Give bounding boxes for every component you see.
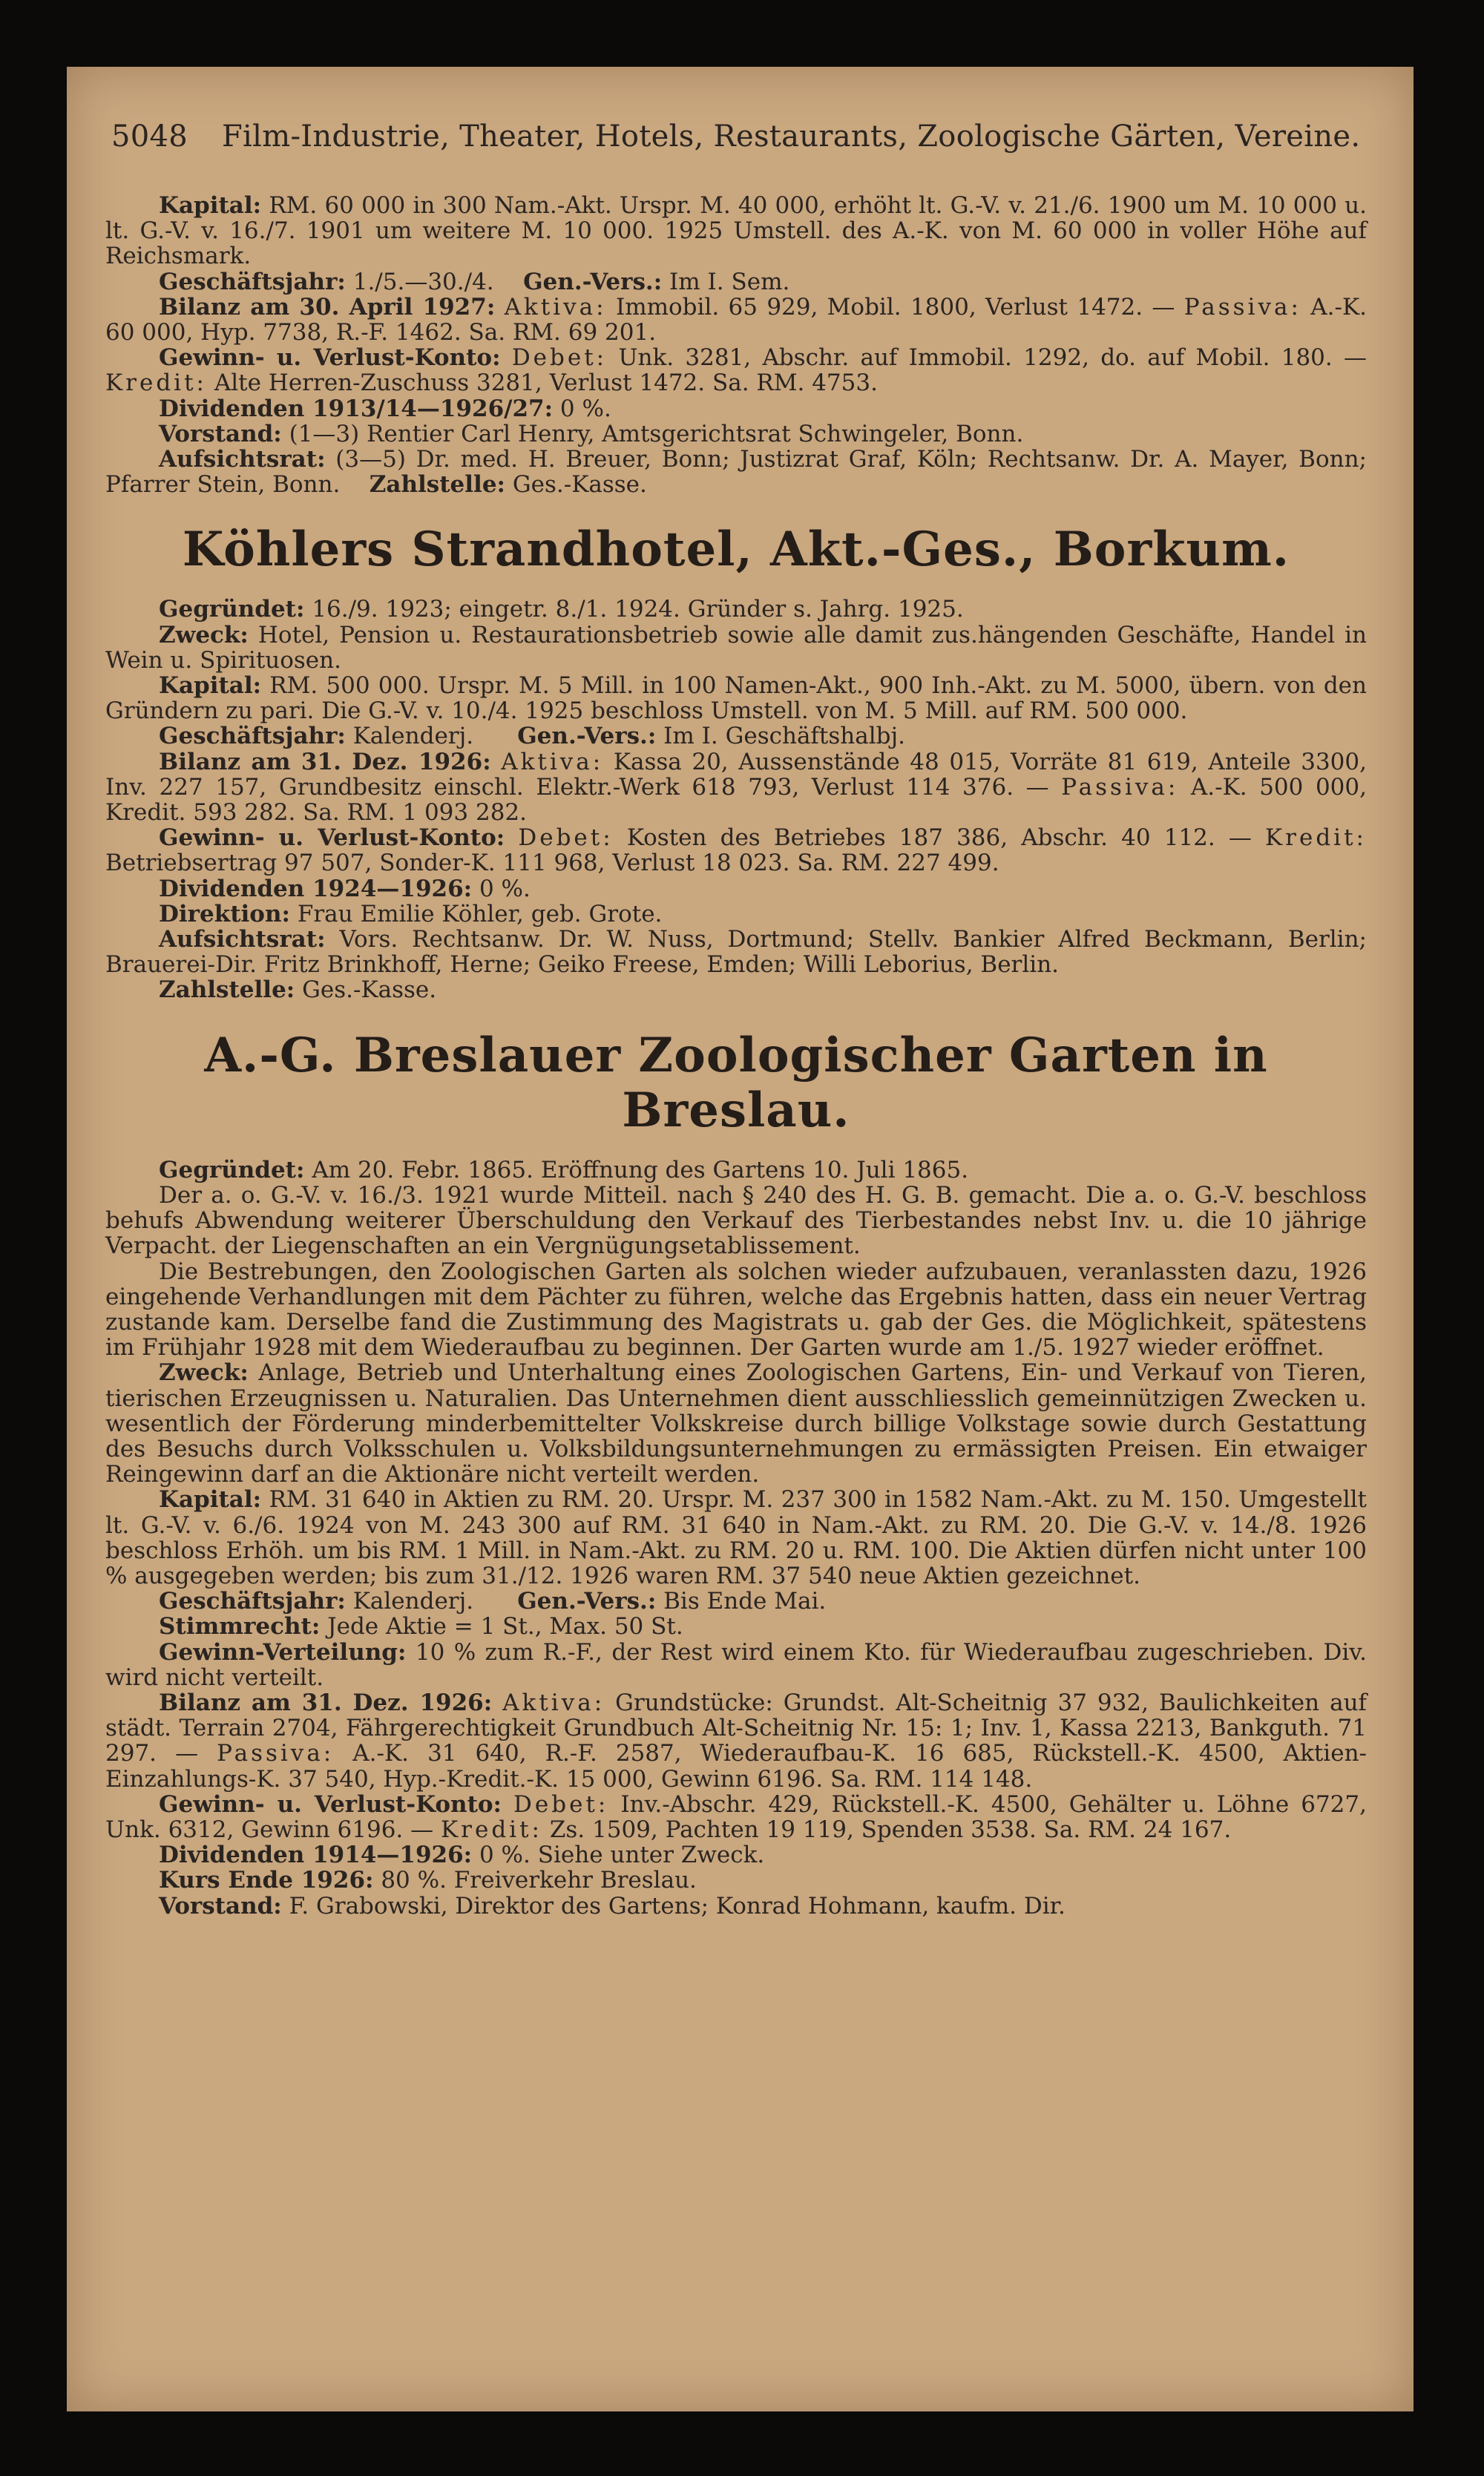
scanned-page xyxy=(67,67,1414,2411)
aufsichtsrat-label: Aufsichtsrat: xyxy=(159,926,326,953)
stimmrecht-label: Stimmrecht: xyxy=(159,1613,321,1641)
aufsichtsrat-text: Vors. Rechtsanw. Dr. W. Nuss, Dortmund; Stellv. Bankier Alfred Beckmann, Berlin; Brauerei-Dir. Fritz Brinkhoff, Herne; Geiko Freese, Emden; Willi Leborius, Berlin. xyxy=(105,926,1368,979)
kapital-label: Kapital: xyxy=(159,672,262,700)
geschaeftsjahr-text: Kalenderj. xyxy=(352,1588,474,1615)
zweck-label: Zweck: xyxy=(159,1359,249,1387)
debet-label: Debet: xyxy=(511,344,608,372)
passiva-text: A.-K. 31 640, R.-F. 2587, Wiederaufbau-K. 16 685, Rückstell.-K. 4500, Aktien-Einzahlungs-K. 37 540, Hyp.-Kredit.-K. 15 000, Gewinn 6196. Sa. RM. 114 148. xyxy=(105,1740,1368,1793)
guv-label: Gewinn- u. Verlust-Konto: xyxy=(159,824,505,852)
aufsichtsrat-paragraph xyxy=(105,927,1367,977)
entry-continued xyxy=(105,193,1367,497)
zweck-label: Zweck: xyxy=(159,621,249,648)
page-number: 5048 xyxy=(111,119,188,154)
zweck-paragraph xyxy=(105,623,1367,673)
bilanz-paragraph xyxy=(105,749,1367,826)
aufsichtsrat-label: Aufsichtsrat: xyxy=(159,446,326,473)
kurs-label: Kurs Ende 1926: xyxy=(159,1867,374,1894)
gen-vers-text: Im I. Geschäftshalbj. xyxy=(663,723,905,750)
dividenden-label: Dividenden 1913/14—1926/27: xyxy=(159,395,554,422)
kredit-label: Kredit: xyxy=(105,370,207,397)
running-header xyxy=(111,119,1373,154)
debet-text: Inv.-Abschr. 429, Rückstell.-K. 4500, Gehälter u. Löhne 6727, Unk. 6312, Gewinn 6196. — xyxy=(105,1790,1367,1843)
vorstand-label: Vorstand: xyxy=(159,1892,282,1920)
bilanz-label: Bilanz am 31. Dez. 1926: xyxy=(159,1689,493,1716)
gewinnverteilung-paragraph xyxy=(105,1640,1367,1690)
vorstand-paragraph xyxy=(105,421,1367,447)
debet-text: Unk. 3281, Abschr. auf Immobil. 1292, do. auf Mobil. 180. — xyxy=(618,344,1368,372)
bilanz-paragraph xyxy=(105,1690,1367,1792)
kapital-text: RM. 31 640 in Aktien zu RM. 20. Urspr. M. 237 300 in 1582 Nam.-Akt. zu M. 150. Umgestellt lt. G.-V. v. 6./6. 1924 von M. 243 300 auf RM. 31 640 in Nam.-Akt. zu RM. 20. Die G.-V. v. 14./8. 1926 beschloss Erhöh. um bis RM. 1 Mill. in Nam.-Akt. zu RM. 20 u. RM. 100. Die Aktien dürfen nicht unter 100 % ausgegeben werden; bis zum 31./12. 1926 waren RM. 37 540 neue Aktien gezeichnet. xyxy=(105,1486,1368,1589)
running-title: Film-Industrie, Theater, Hotels, Restaurants, Zoologische Gärten, Vereine. xyxy=(222,119,1361,154)
kredit-text: Alte Herren-Zuschuss 3281, Verlust 1472. Sa. RM. 4753. xyxy=(214,370,878,397)
geschaeftsjahr-label: Geschäftsjahr: xyxy=(159,1588,346,1615)
bilanz-label: Bilanz am 31. Dez. 1926: xyxy=(159,748,491,775)
gen-vers-text: Im I. Sem. xyxy=(669,268,790,295)
kurs-paragraph xyxy=(105,1868,1367,1893)
entry-breslauer-zoo xyxy=(105,1028,1367,1919)
zahlstelle-text: Ges.-Kasse. xyxy=(302,976,437,1004)
kapital-text: RM. 60 000 in 300 Nam.-Akt. Urspr. M. 40 000, erhöht lt. G.-V. v. 21./6. 1900 um M. 10 000 u. lt. G.-V. v. 16./7. 1901 um weitere M. 10 000. 1925 Umstell. des A.-K. von M. 60 000 in voller Höhe auf Reichsmark. xyxy=(105,192,1367,270)
kredit-label: Kredit: xyxy=(1265,824,1367,852)
dividenden-paragraph xyxy=(105,396,1367,421)
aufsichtsrat-text: (3—5) Dr. med. H. Breuer, Bonn; Justizrat Graf, Köln; Rechtsanw. Dr. A. Mayer, Bonn; Pfarrer Stein, Bonn. xyxy=(105,446,1367,499)
vorstand-label: Vorstand: xyxy=(159,420,282,447)
passiva-text: A.-K. 60 000, Hyp. 7738, R.-F. 1462. Sa. RM. 69 201. xyxy=(105,293,1367,347)
dividenden-text: 0 %. Siehe unter Zweck. xyxy=(479,1842,765,1869)
gewinnverteilung-text: 10 % zum R.-F., der Rest wird einem Kto. für Wiederaufbau zugeschrieben. Div. wird nicht verteilt. xyxy=(105,1638,1367,1691)
zweck-paragraph xyxy=(105,1360,1367,1487)
gegruendet-label: Gegründet: xyxy=(159,596,305,623)
passiva-text: A.-K. 500 000, Kredit. 593 282. Sa. RM. 1 093 282. xyxy=(105,773,1367,827)
passiva-label: Passiva: xyxy=(1061,773,1179,801)
guv-paragraph xyxy=(105,825,1367,876)
direktion-text: Frau Emilie Köhler, geb. Grote. xyxy=(297,900,663,927)
aufsichtsrat-paragraph xyxy=(105,447,1367,497)
zahlstelle-paragraph xyxy=(105,977,1367,1002)
kredit-label: Kredit: xyxy=(441,1816,542,1843)
zweck-text: Anlage, Betrieb und Unterhaltung eines Zoologischen Gartens, Ein- und Verkauf von Tieren, tierischen Erzeugnissen u. Naturalien. Das Unternehmen dient ausschliesslich gemeinnützigen Zwecken u. wesentlich der Förderung minderbemittelter Volkskreise durch billige Volkstage sowie durch Gestattung des Besuchs durch Volksschulen u. Volksbildungsunternehmungen zu ermässigten Preisen. Ein etwaiger Reingewinn darf an die Aktionäre nicht verteilt werden. xyxy=(105,1359,1367,1488)
gen-vers-text: Bis Ende Mai. xyxy=(663,1588,827,1615)
gewinnverteilung-label: Gewinn-Verteilung: xyxy=(159,1638,407,1666)
aktiva-text: Kassa 20, Aussenstände 48 015, Vorräte 81 619, Anteile 3300, Inv. 227 157, Grundbesitz einschl. Elektr.-Werk 618 793, Verlust 114 376. — xyxy=(105,748,1367,801)
geschaeftsjahr-label: Geschäftsjahr: xyxy=(159,723,346,750)
bilanz-paragraph xyxy=(105,295,1367,345)
dividenden-paragraph xyxy=(105,876,1367,902)
page-content xyxy=(105,193,1367,1919)
dividenden-label: Dividenden 1924—1926: xyxy=(159,875,473,902)
aktiva-text: Grundstücke: Grundst. Alt-Scheitnig 37 932, Baulichkeiten auf städt. Terrain 2704, Fährgerechtigkeit Grundbuch Alt-Scheitnig Nr. 15: 1; Inv. 1, Kassa 2213, Bankguth. 71 297. — xyxy=(105,1689,1368,1767)
passiva-label: Passiva: xyxy=(1183,293,1301,321)
kapital-paragraph xyxy=(105,1487,1367,1589)
zahlstelle-label: Zahlstelle: xyxy=(369,471,505,499)
vorstand-text: F. Grabowski, Direktor des Gartens; Konrad Hohmann, kaufm. Dir. xyxy=(289,1892,1066,1920)
stimmrecht-paragraph xyxy=(105,1614,1367,1639)
company-title: A.-G. Breslauer Zoologischer Garten in Breslau. xyxy=(204,1027,1268,1138)
debet-text: Kosten des Betriebes 187 386, Abschr. 40 112. — xyxy=(626,824,1252,852)
gegruendet-paragraph xyxy=(105,1157,1367,1183)
geschaeftsjahr-paragraph xyxy=(105,1589,1367,1614)
aktiva-label: Aktiva: xyxy=(501,748,604,775)
kapital-paragraph xyxy=(105,673,1367,723)
geschaeftsjahr-text: 1./5.—30./4. xyxy=(352,268,494,295)
zweck-text: Hotel, Pension u. Restaurationsbetrieb sowie alle damit zus.hängenden Geschäfte, Handel in Wein u. Spirituosen. xyxy=(105,621,1368,674)
bilanz-label: Bilanz am 30. April 1927: xyxy=(159,293,496,321)
company-title: Köhlers Strandhotel, Akt.-Ges., Borkum. xyxy=(182,522,1290,578)
zahlstelle-label: Zahlstelle: xyxy=(159,976,295,1004)
kapital-label: Kapital: xyxy=(159,192,262,219)
aktiva-label: Aktiva: xyxy=(504,293,607,321)
kredit-text: Zs. 1509, Pachten 19 119, Spenden 3538. Sa. RM. 24 167. xyxy=(549,1816,1232,1843)
geschaeftsjahr-label: Geschäftsjahr: xyxy=(159,268,346,295)
guv-paragraph xyxy=(105,345,1367,395)
stimmrecht-text: Jede Aktie = 1 St., Max. 50 St. xyxy=(327,1613,683,1641)
dividenden-label: Dividenden 1914—1926: xyxy=(159,1842,473,1869)
kapital-text: RM. 500 000. Urspr. M. 5 Mill. in 100 Namen-Akt., 900 Inh.-Akt. zu M. 5000, übern. von den Gründern zu pari. Die G.-V. v. 10./4. 1925 beschloss Umstell. von M. 5 Mill. auf RM. 500 000. xyxy=(105,672,1367,725)
guv-label: Gewinn- u. Verlust-Konto: xyxy=(159,1790,502,1818)
geschaeftsjahr-paragraph xyxy=(105,269,1367,295)
dividenden-paragraph xyxy=(105,1842,1367,1868)
dividenden-text: 0 %. xyxy=(479,875,531,902)
gen-vers-label: Gen.-Vers.: xyxy=(517,723,657,750)
aktiva-text: Immobil. 65 929, Mobil. 1800, Verlust 1472. — xyxy=(615,293,1175,321)
entry-koehlers-strandhotel xyxy=(105,522,1367,1002)
history-paragraph: Die Bestrebungen, den Zoologischen Garten als solchen wieder aufzubauen, veranlassten dazu, 1926 eingehende Verhandlungen mit dem Pächter zu führen, welche das Ergebnis hatten, dass ein neuer Vertrag zustande kam. Derselbe fand die Zustimmung des Magistrats u. gab der Ges. die Möglichkeit, spätestens im Frühjahr 1928 mit dem Wiederaufbau zu beginnen. Der Garten wurde am 1./5. 1927 wieder eröffnet. xyxy=(105,1258,1367,1362)
debet-label: Debet: xyxy=(518,824,614,852)
gen-vers-label: Gen.-Vers.: xyxy=(523,268,663,295)
vorstand-text: (1—3) Rentier Carl Henry, Amtsgerichtsrat Schwingeler, Bonn. xyxy=(289,420,1024,447)
kapital-label: Kapital: xyxy=(159,1486,262,1514)
geschaeftsjahr-text: Kalenderj. xyxy=(352,723,474,750)
gegruendet-text: Am 20. Febr. 1865. Eröffnung des Gartens 10. Juli 1865. xyxy=(312,1156,969,1183)
aktiva-label: Aktiva: xyxy=(502,1689,605,1716)
zahlstelle-text: Ges.-Kasse. xyxy=(512,471,647,499)
direktion-label: Direktion: xyxy=(159,900,290,927)
geschaeftsjahr-paragraph xyxy=(105,723,1367,749)
gen-vers-label: Gen.-Vers.: xyxy=(517,1588,657,1615)
direktion-paragraph xyxy=(105,902,1367,927)
gegruendet-paragraph xyxy=(105,597,1367,622)
gegruendet-text: 16./9. 1923; eingetr. 8./1. 1924. Gründer s. Jahrg. 1925. xyxy=(312,596,964,623)
kredit-text: Betriebsertrag 97 507, Sonder-K. 111 968, Verlust 18 023. Sa. RM. 227 499. xyxy=(105,850,999,877)
history-paragraph: Der a. o. G.-V. v. 16./3. 1921 wurde Mitteil. nach § 240 des H. G. B. gemacht. Die a. o. G.-V. beschloss behufs Abwendung weiterer Überschuldung den Verkauf des Tierbestandes nebst Inv. u. die 10 jährige Verpacht. der Liegenschaften an ein Vergnügungsetablissement. xyxy=(105,1181,1367,1260)
gegruendet-label: Gegründet: xyxy=(159,1156,305,1183)
passiva-label: Passiva: xyxy=(217,1740,335,1767)
guv-label: Gewinn- u. Verlust-Konto: xyxy=(159,344,501,372)
guv-paragraph xyxy=(105,1792,1367,1842)
debet-label: Debet: xyxy=(513,1790,609,1818)
kapital-paragraph xyxy=(105,193,1367,269)
kurs-text: 80 %. Freiverkehr Breslau. xyxy=(381,1867,697,1894)
vorstand-paragraph xyxy=(105,1894,1367,1919)
dividenden-text: 0 %. xyxy=(559,395,611,422)
